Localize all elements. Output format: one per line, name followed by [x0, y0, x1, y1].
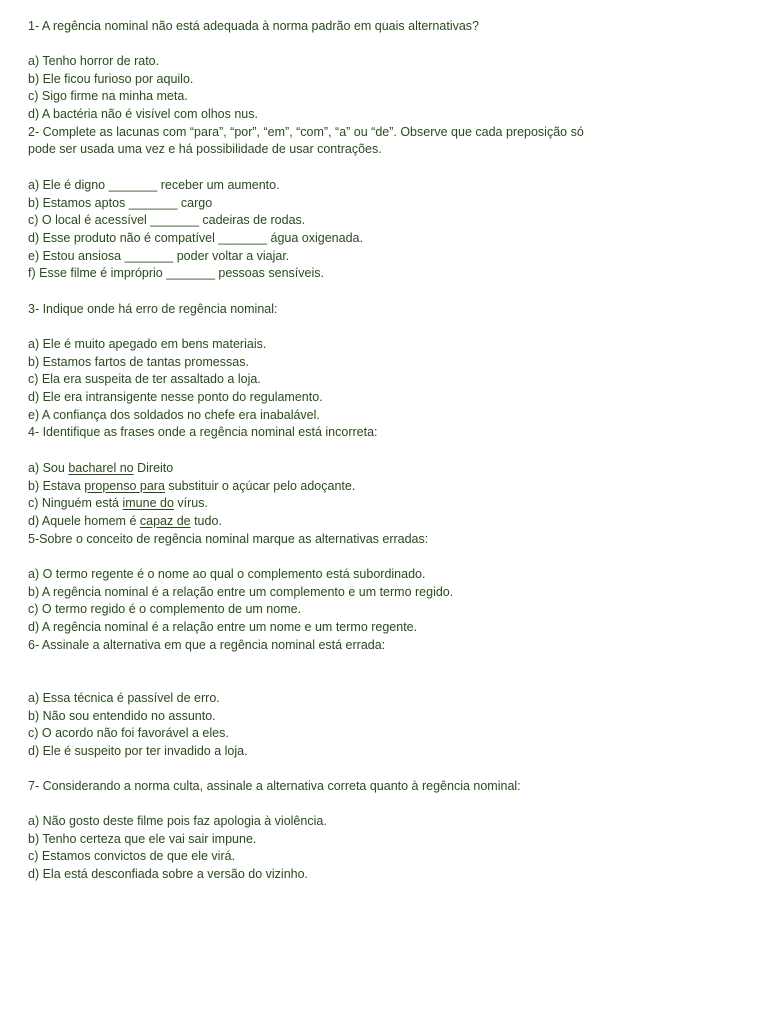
- option-2e: e) Estou ansiosa _______ poder voltar a viajar.: [28, 248, 290, 263]
- option-2c: c) O local é acessível _______ cadeiras de rodas.: [28, 213, 306, 228]
- question-3: [28, 301, 748, 319]
- option-6c: c) O acordo não foi favorável a eles.: [28, 726, 229, 741]
- option-2b: b) Estamos aptos _______ cargo: [28, 195, 213, 210]
- question-3-title: 3- Indique onde há erro de regência nominal:: [28, 302, 278, 316]
- option-3e: e) A confiança dos soldados no chefe era inabalável.: [28, 407, 320, 422]
- question-2-title-line1: 2- Complete as lacunas com “para”, “por”, “em”, “com”, “a” ou “de”. Observe que cada preposição só: [28, 124, 584, 139]
- option-1d: d) A bactéria não é visível com olhos nus.: [28, 107, 258, 122]
- question-4-options: [28, 460, 748, 548]
- option-4c: c) Ninguém está imune do vírus.: [28, 496, 208, 511]
- underlined-term: bacharel no: [68, 461, 134, 475]
- question-2-title-line2: pode ser usada uma vez e há possibilidade de usar contrações.: [28, 142, 382, 157]
- option-7b: b) Tenho certeza que ele vai sair impune.: [28, 831, 257, 846]
- option-5d: d) A regência nominal é a relação entre um nome e um termo regente.: [28, 620, 418, 635]
- question-7-title: 7- Considerando a norma culta, assinale a alternativa correta quanto à regência nominal:: [28, 779, 521, 793]
- option-6b: b) Não sou entendido no assunto.: [28, 708, 216, 723]
- option-2f: f) Esse filme é impróprio _______ pessoas sensíveis.: [28, 266, 324, 281]
- option-4b: b) Estava propenso para substituir o açúcar pelo adoçante.: [28, 478, 356, 493]
- option-3a: a) Ele é muito apegado em bens materiais.: [28, 337, 267, 351]
- question-1-title: 1- A regência nominal não está adequada à norma padrão em quais alternativas?: [28, 19, 479, 33]
- question-7-options: [28, 813, 748, 884]
- underlined-term: capaz de: [139, 514, 191, 529]
- question-5-options: [28, 566, 748, 654]
- option-1a: a) Tenho horror de rato.: [28, 54, 160, 68]
- option-6d: d) Ele é suspeito por ter invadido a loja.: [28, 744, 248, 759]
- option-1c: c) Sigo firme na minha meta.: [28, 89, 188, 104]
- option-4d: d) Aquele homem é capaz de tudo.: [28, 514, 222, 529]
- question-5-title: 5-Sobre o conceito de regência nominal marque as alternativas erradas:: [28, 531, 429, 546]
- option-5c: c) O termo regido é o complemento de um nome.: [28, 602, 302, 617]
- option-7d: d) Ela está desconfiada sobre a versão do vizinho.: [28, 867, 309, 882]
- question-1-options: [28, 53, 748, 159]
- option-5a: a) O termo regente é o nome ao qual o complemento está subordinado.: [28, 567, 426, 581]
- question-7: [28, 778, 748, 796]
- question-1: [28, 18, 748, 36]
- underlined-term: imune do: [122, 496, 174, 511]
- option-6a: a) Essa técnica é passível de erro.: [28, 691, 220, 705]
- option-3b: b) Estamos fartos de tantas promessas.: [28, 354, 249, 369]
- option-7a: a) Não gosto deste filme pois faz apologia à violência.: [28, 814, 327, 828]
- option-5b: b) A regência nominal é a relação entre um complemento e um termo regido.: [28, 584, 454, 599]
- option-2d: d) Esse produto não é compatível _______ água oxigenada.: [28, 231, 363, 246]
- option-7c: c) Estamos convictos de que ele virá.: [28, 849, 236, 864]
- option-3d: d) Ele era intransigente nesse ponto do regulamento.: [28, 390, 323, 405]
- option-1b: b) Ele ficou furioso por aquilo.: [28, 71, 194, 86]
- option-4a: a) Sou bacharel no Direito: [28, 461, 174, 475]
- question-4-title: 4- Identifique as frases onde a regência nominal está incorreta:: [28, 425, 378, 440]
- question-6-options: [28, 690, 748, 761]
- question-3-options: [28, 336, 748, 442]
- question-2-options: [28, 177, 748, 283]
- question-6-title: 6- Assinale a alternativa em que a regência nominal está errada:: [28, 637, 386, 652]
- option-2a: a) Ele é digno _______ receber um aumento.: [28, 178, 280, 192]
- underlined-term: propenso para: [84, 478, 165, 493]
- option-3c: c) Ela era suspeita de ter assaltado a loja.: [28, 372, 261, 387]
